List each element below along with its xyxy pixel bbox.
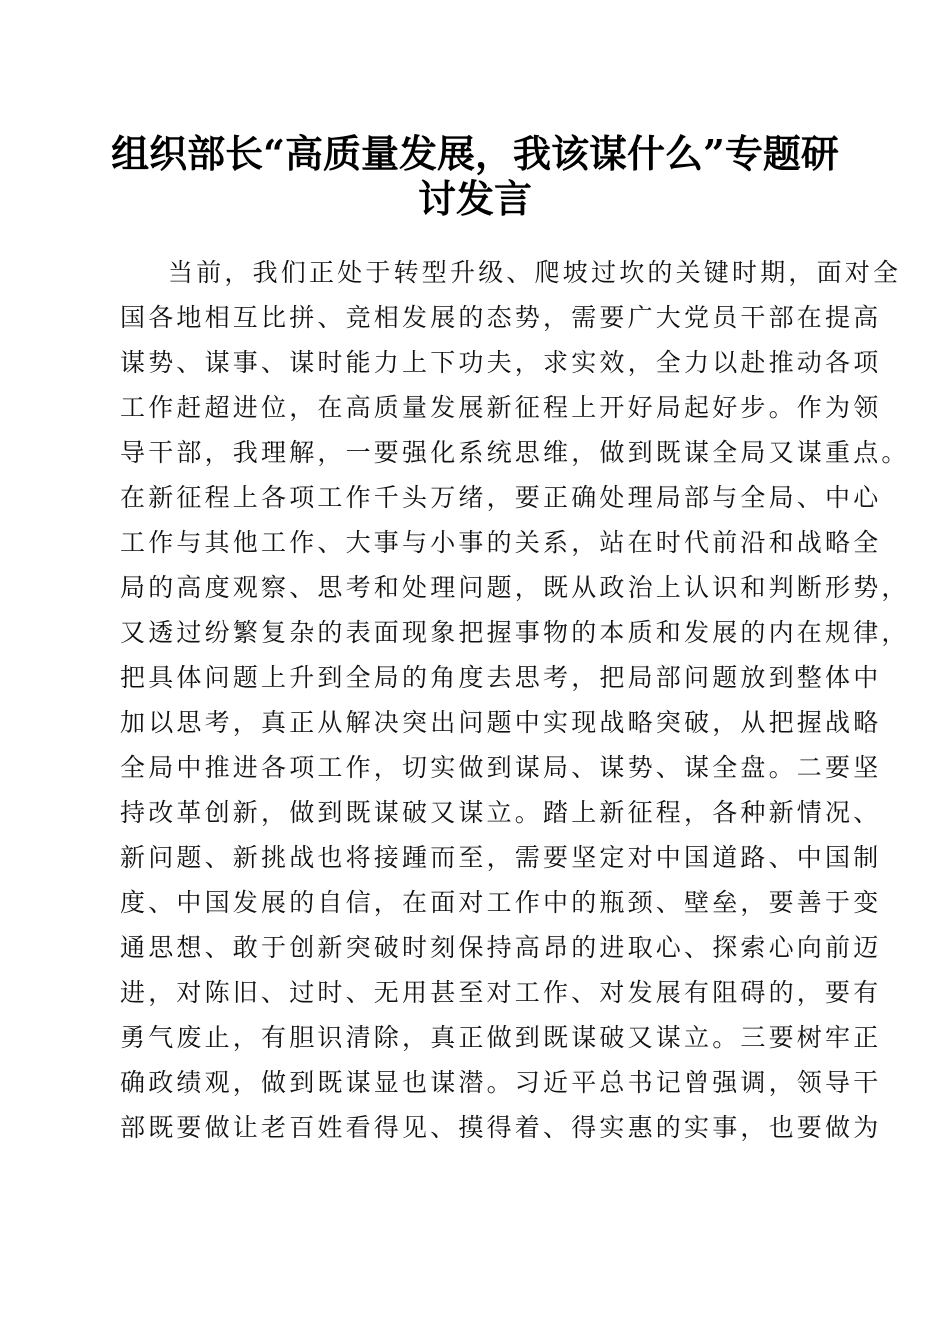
- paragraph-line: 导干部，我理解，一要强化系统思维，做到既谋全局又谋重点。: [120, 438, 910, 467]
- paragraph-line: 确政绩观，做到既谋显也谋潜。习近平总书记曾强调，领导干: [120, 1068, 882, 1097]
- paragraph-line: 国各地相互比拼、竞相发展的态势，需要广大党员干部在提高: [120, 303, 882, 332]
- paragraph-line: 工作赶超进位，在高质量发展新征程上开好局起好步。作为领: [120, 393, 882, 422]
- paragraph-line: 在新征程上各项工作千头万绪，要正确处理局部与全局、中心: [120, 483, 882, 512]
- title-line: 组织部长“高质量发展，我该谋什么”专题研: [111, 131, 839, 176]
- paragraph-line: 谋势、谋事、谋时能力上下功夫，求实效，全力以赴推动各项: [120, 348, 882, 377]
- paragraph-line: 度、中国发展的自信，在面对工作中的瓶颈、壁垒，要善于变: [120, 888, 882, 917]
- paragraph-line: 局的高度观察、思考和处理问题，既从政治上认识和判断形势，: [120, 573, 910, 602]
- paragraph-line: 部既要做让老百姓看得见、摸得着、得实惠的实事，也要做为: [120, 1113, 882, 1142]
- paragraph-line: 当前，我们正处于转型升级、爬坡过坎的关键时期，面对全: [168, 258, 902, 287]
- paragraph-line: 把具体问题上升到全局的角度去思考，把局部问题放到整体中: [120, 663, 882, 692]
- document-title: [110, 128, 840, 221]
- paragraph-line: 进，对陈旧、过时、无用甚至对工作、对发展有阻碍的，要有: [120, 978, 882, 1007]
- paragraph-line: 勇气废止，有胆识清除，真正做到既谋破又谋立。三要树牢正: [120, 1023, 882, 1052]
- title-line: 讨发言: [417, 176, 532, 221]
- body-paragraph: [120, 250, 910, 1150]
- paragraph-line: 又透过纷繁复杂的表面现象把握事物的本质和发展的内在规律，: [120, 618, 910, 647]
- paragraph-line: 通思想、敢于创新突破时刻保持高昂的进取心、探索心向前迈: [120, 933, 882, 962]
- paragraph-line: 加以思考，真正从解决突出问题中实现战略突破，从把握战略: [120, 708, 882, 737]
- paragraph-line: 持改革创新，做到既谋破又谋立。踏上新征程，各种新情况、: [120, 798, 882, 827]
- paragraph-line: 全局中推进各项工作，切实做到谋局、谋势、谋全盘。二要坚: [120, 753, 882, 782]
- paragraph-line: 新问题、新挑战也将接踵而至，需要坚定对中国道路、中国制: [120, 843, 882, 872]
- paragraph-line: 工作与其他工作、大事与小事的关系，站在时代前沿和战略全: [120, 528, 882, 557]
